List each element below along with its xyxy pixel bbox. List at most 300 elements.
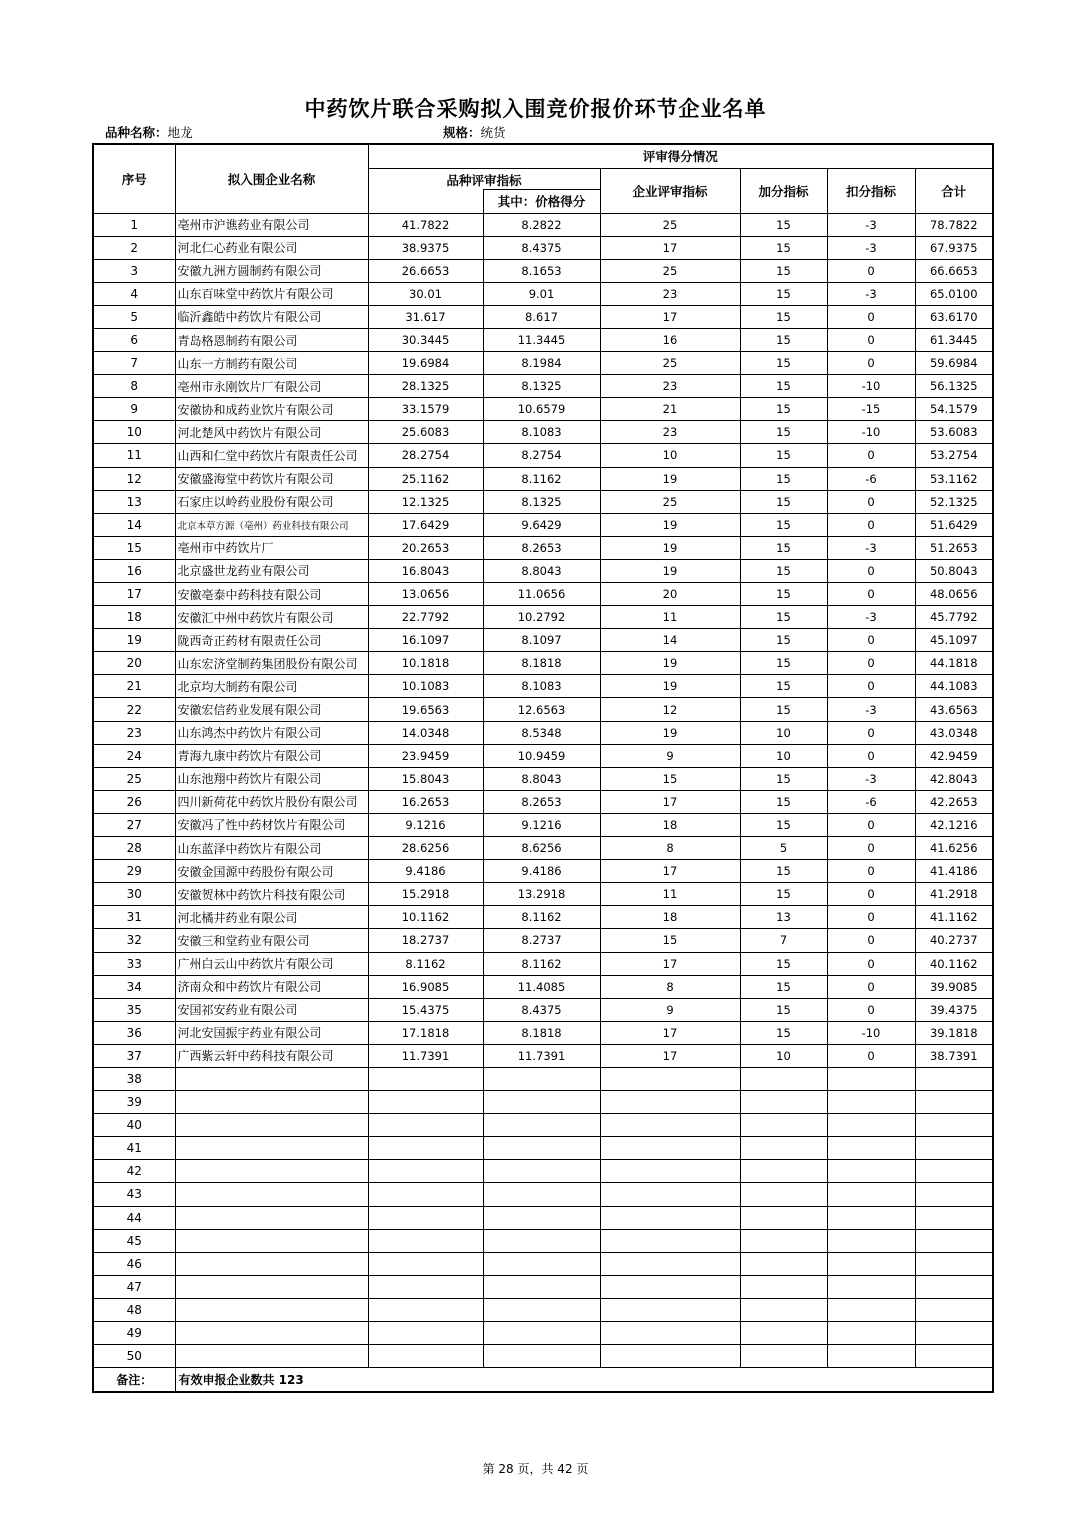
company-name: 济南众和中药饮片有限公司	[175, 975, 368, 998]
row-index: 16	[93, 559, 175, 582]
enterprise-score: 17	[600, 790, 740, 813]
total-score: 41.2918	[915, 883, 993, 906]
variety-score	[368, 1252, 483, 1275]
row-index: 14	[93, 513, 175, 536]
bonus-score: 15	[740, 606, 827, 629]
deduction-score	[827, 1345, 915, 1368]
deduction-score: -3	[827, 282, 915, 305]
row-index: 6	[93, 328, 175, 351]
bonus-score: 15	[740, 559, 827, 582]
row-index: 29	[93, 860, 175, 883]
deduction-score	[827, 1322, 915, 1345]
total-score: 42.2653	[915, 790, 993, 813]
price-score: 11.3445	[483, 328, 600, 351]
table-row	[93, 1229, 993, 1252]
row-index: 21	[93, 675, 175, 698]
total-score: 43.0348	[915, 721, 993, 744]
row-index: 19	[93, 629, 175, 652]
row-index: 13	[93, 490, 175, 513]
deduction-score: -6	[827, 790, 915, 813]
deduction-score: -3	[827, 698, 915, 721]
page-footer: 第 28 页，共 42 页	[482, 1462, 589, 1476]
bonus-score	[740, 1252, 827, 1275]
variety-line	[105, 123, 193, 141]
ranking-table	[92, 143, 994, 1393]
total-score	[915, 1345, 993, 1368]
deduction-score	[827, 1206, 915, 1229]
spec-label: 规格：	[443, 125, 481, 140]
variety-score: 30.01	[368, 282, 483, 305]
company-name	[175, 1091, 368, 1114]
enterprise-score: 19	[600, 536, 740, 559]
row-index: 39	[93, 1091, 175, 1114]
deduction-score: 0	[827, 721, 915, 744]
variety-score	[368, 1206, 483, 1229]
variety-score: 20.2653	[368, 536, 483, 559]
deduction-score: -10	[827, 421, 915, 444]
enterprise-score: 17	[600, 305, 740, 328]
variety-score	[368, 1275, 483, 1298]
table-row	[93, 1322, 993, 1345]
bonus-score: 15	[740, 883, 827, 906]
company-name: 安国祁安药业有限公司	[175, 998, 368, 1021]
enterprise-score: 17	[600, 236, 740, 259]
row-index: 18	[93, 606, 175, 629]
deduction-score	[827, 1160, 915, 1183]
variety-score: 16.8043	[368, 559, 483, 582]
table-row	[93, 513, 993, 536]
deduction-score: 0	[827, 629, 915, 652]
table-row	[93, 282, 993, 305]
table-row	[93, 929, 993, 952]
variety-score: 8.1162	[368, 952, 483, 975]
variety-label: 品种名称：	[105, 125, 168, 140]
enterprise-score: 17	[600, 1044, 740, 1067]
price-score: 9.4186	[483, 860, 600, 883]
company-name: 北京盛世龙药业有限公司	[175, 559, 368, 582]
table-row	[93, 1091, 993, 1114]
variety-score: 10.1818	[368, 652, 483, 675]
table-row	[93, 1206, 993, 1229]
deduction-score	[827, 1137, 915, 1160]
price-score: 8.2653	[483, 536, 600, 559]
enterprise-score: 11	[600, 883, 740, 906]
total-score: 42.8043	[915, 767, 993, 790]
variety-score: 16.2653	[368, 790, 483, 813]
bonus-score	[740, 1067, 827, 1090]
variety-score: 15.4375	[368, 998, 483, 1021]
price-score	[483, 1091, 600, 1114]
deduction-score: -3	[827, 606, 915, 629]
company-name: 安徽盛海堂中药饮片有限公司	[175, 467, 368, 490]
price-score: 9.1216	[483, 813, 600, 836]
enterprise-score: 14	[600, 629, 740, 652]
variety-score: 14.0348	[368, 721, 483, 744]
price-score: 8.1325	[483, 375, 600, 398]
price-score	[483, 1114, 600, 1137]
table-row	[93, 236, 993, 259]
enterprise-score: 23	[600, 421, 740, 444]
company-name: 临沂鑫皓中药饮片有限公司	[175, 305, 368, 328]
enterprise-score: 20	[600, 583, 740, 606]
total-score	[915, 1183, 993, 1206]
total-score	[915, 1114, 993, 1137]
company-name	[175, 1252, 368, 1275]
deduction-score: 0	[827, 259, 915, 282]
variety-score	[368, 1345, 483, 1368]
row-index: 1	[93, 213, 175, 236]
table-row	[93, 583, 993, 606]
row-index: 49	[93, 1322, 175, 1345]
deduction-score: 0	[827, 883, 915, 906]
bonus-score	[740, 1137, 827, 1160]
total-score: 41.6256	[915, 837, 993, 860]
variety-score: 15.2918	[368, 883, 483, 906]
total-score: 40.2737	[915, 929, 993, 952]
deduction-score: 0	[827, 352, 915, 375]
price-score: 8.2822	[483, 213, 600, 236]
variety-score: 17.1818	[368, 1021, 483, 1044]
row-index: 48	[93, 1298, 175, 1321]
variety-score: 25.6083	[368, 421, 483, 444]
bonus-score: 15	[740, 767, 827, 790]
enterprise-score	[600, 1345, 740, 1368]
bonus-score: 15	[740, 513, 827, 536]
row-index: 35	[93, 998, 175, 1021]
price-score	[483, 1183, 600, 1206]
total-score: 54.1579	[915, 398, 993, 421]
deduction-score: -15	[827, 398, 915, 421]
company-name: 青岛格恩制药有限公司	[175, 328, 368, 351]
header-score-group: 评审得分情况	[368, 144, 993, 168]
total-score: 45.7792	[915, 606, 993, 629]
total-score: 39.4375	[915, 998, 993, 1021]
enterprise-score	[600, 1229, 740, 1252]
enterprise-score	[600, 1206, 740, 1229]
enterprise-score: 17	[600, 1021, 740, 1044]
variety-score	[368, 1322, 483, 1345]
bonus-score: 15	[740, 328, 827, 351]
header-enterprise-score: 企业评审指标	[600, 168, 740, 213]
table-row	[93, 1345, 993, 1368]
table-row	[93, 790, 993, 813]
bonus-score	[740, 1206, 827, 1229]
bonus-score: 15	[740, 975, 827, 998]
enterprise-score: 10	[600, 444, 740, 467]
total-score	[915, 1206, 993, 1229]
bonus-score: 13	[740, 906, 827, 929]
price-score	[483, 1252, 600, 1275]
total-score	[915, 1067, 993, 1090]
company-name: 山东一方制药有限公司	[175, 352, 368, 375]
row-index: 11	[93, 444, 175, 467]
total-score: 43.6563	[915, 698, 993, 721]
enterprise-score	[600, 1160, 740, 1183]
company-name	[175, 1298, 368, 1321]
row-index: 43	[93, 1183, 175, 1206]
table-row	[93, 721, 993, 744]
company-name: 山西和仁堂中药饮片有限责任公司	[175, 444, 368, 467]
price-score: 8.2737	[483, 929, 600, 952]
price-score: 8.1653	[483, 259, 600, 282]
company-name: 广西紫云轩中药科技有限公司	[175, 1044, 368, 1067]
enterprise-score: 23	[600, 282, 740, 305]
company-name	[175, 1160, 368, 1183]
enterprise-score: 19	[600, 559, 740, 582]
deduction-score: 0	[827, 328, 915, 351]
row-index: 40	[93, 1114, 175, 1137]
table-row	[93, 767, 993, 790]
price-score: 8.1083	[483, 421, 600, 444]
header-variety-score: 品种评审指标	[368, 168, 600, 189]
row-index: 44	[93, 1206, 175, 1229]
company-name: 亳州市永刚饮片厂有限公司	[175, 375, 368, 398]
bonus-score: 15	[740, 259, 827, 282]
row-index: 46	[93, 1252, 175, 1275]
total-score: 45.1097	[915, 629, 993, 652]
deduction-score: 0	[827, 513, 915, 536]
total-score: 66.6653	[915, 259, 993, 282]
total-score	[915, 1298, 993, 1321]
row-index: 25	[93, 767, 175, 790]
deduction-score: 0	[827, 906, 915, 929]
bonus-score	[740, 1322, 827, 1345]
enterprise-score: 25	[600, 259, 740, 282]
row-index: 33	[93, 952, 175, 975]
row-index: 22	[93, 698, 175, 721]
price-score: 11.7391	[483, 1044, 600, 1067]
enterprise-score: 16	[600, 328, 740, 351]
enterprise-score: 25	[600, 352, 740, 375]
table-row	[93, 952, 993, 975]
enterprise-score: 17	[600, 860, 740, 883]
bonus-score: 15	[740, 490, 827, 513]
row-index: 37	[93, 1044, 175, 1067]
table-row	[93, 1044, 993, 1067]
variety-score: 26.6653	[368, 259, 483, 282]
variety-score: 38.9375	[368, 236, 483, 259]
price-score: 8.1083	[483, 675, 600, 698]
row-index: 8	[93, 375, 175, 398]
enterprise-score: 25	[600, 490, 740, 513]
bonus-score	[740, 1229, 827, 1252]
deduction-score: 0	[827, 1044, 915, 1067]
price-score: 8.1162	[483, 467, 600, 490]
bonus-score: 15	[740, 444, 827, 467]
header-total: 合计	[915, 168, 993, 213]
row-index: 38	[93, 1067, 175, 1090]
variety-score: 19.6563	[368, 698, 483, 721]
row-index: 26	[93, 790, 175, 813]
bonus-score: 10	[740, 744, 827, 767]
header-price-score: 其中：价格得分	[483, 189, 600, 213]
enterprise-score	[600, 1183, 740, 1206]
price-score: 9.01	[483, 282, 600, 305]
row-index: 9	[93, 398, 175, 421]
table-row	[93, 698, 993, 721]
table-row	[93, 559, 993, 582]
price-score	[483, 1137, 600, 1160]
table-row	[93, 1183, 993, 1206]
enterprise-score: 15	[600, 929, 740, 952]
variety-score	[368, 1183, 483, 1206]
table-row	[93, 213, 993, 236]
total-score: 39.9085	[915, 975, 993, 998]
table-row	[93, 536, 993, 559]
total-score: 39.1818	[915, 1021, 993, 1044]
price-score: 8.1325	[483, 490, 600, 513]
header-company: 拟入围企业名称	[175, 144, 368, 213]
price-score: 8.617	[483, 305, 600, 328]
page-title: 中药饮片联合采购拟入围竞价报价环节企业名单	[304, 97, 767, 121]
price-score: 8.1984	[483, 352, 600, 375]
enterprise-score	[600, 1137, 740, 1160]
spec-line	[443, 123, 506, 141]
row-index: 2	[93, 236, 175, 259]
company-name: 河北楚风中药饮片有限公司	[175, 421, 368, 444]
row-index: 24	[93, 744, 175, 767]
enterprise-score: 11	[600, 606, 740, 629]
price-score: 8.1818	[483, 652, 600, 675]
enterprise-score: 9	[600, 744, 740, 767]
deduction-score: 0	[827, 444, 915, 467]
price-score: 8.4375	[483, 236, 600, 259]
price-score: 8.2754	[483, 444, 600, 467]
row-index: 3	[93, 259, 175, 282]
variety-value: 地龙	[167, 125, 193, 140]
variety-score: 18.2737	[368, 929, 483, 952]
enterprise-score: 23	[600, 375, 740, 398]
enterprise-score: 18	[600, 906, 740, 929]
deduction-score	[827, 1252, 915, 1275]
variety-score: 19.6984	[368, 352, 483, 375]
company-name: 陇西奇正药材有限责任公司	[175, 629, 368, 652]
variety-score	[368, 1137, 483, 1160]
price-score: 8.6256	[483, 837, 600, 860]
table-row	[93, 813, 993, 836]
company-name	[175, 1322, 368, 1345]
price-score: 8.2653	[483, 790, 600, 813]
total-score: 53.2754	[915, 444, 993, 467]
enterprise-score	[600, 1091, 740, 1114]
variety-score: 41.7822	[368, 213, 483, 236]
total-score: 42.1216	[915, 813, 993, 836]
company-name: 安徽冯了性中药材饮片有限公司	[175, 813, 368, 836]
company-name: 青海九康中药饮片有限公司	[175, 744, 368, 767]
row-index: 28	[93, 837, 175, 860]
deduction-score	[827, 1091, 915, 1114]
row-index: 4	[93, 282, 175, 305]
bonus-score: 15	[740, 675, 827, 698]
deduction-score	[827, 1275, 915, 1298]
bonus-score: 10	[740, 721, 827, 744]
enterprise-score	[600, 1252, 740, 1275]
deduction-score: 0	[827, 652, 915, 675]
variety-score	[368, 1114, 483, 1137]
deduction-score: -6	[827, 467, 915, 490]
bonus-score: 15	[740, 352, 827, 375]
total-score: 41.4186	[915, 860, 993, 883]
variety-score: 9.4186	[368, 860, 483, 883]
header-index: 序号	[93, 144, 175, 213]
row-index: 17	[93, 583, 175, 606]
row-index: 10	[93, 421, 175, 444]
company-name: 亳州市中药饮片厂	[175, 536, 368, 559]
company-name: 四川新荷花中药饮片股份有限公司	[175, 790, 368, 813]
bonus-score: 15	[740, 213, 827, 236]
deduction-score: 0	[827, 952, 915, 975]
price-score	[483, 1275, 600, 1298]
company-name: 山东宏济堂制药集团股份有限公司	[175, 652, 368, 675]
deduction-score	[827, 1298, 915, 1321]
table-row	[93, 1275, 993, 1298]
row-index: 23	[93, 721, 175, 744]
row-index: 34	[93, 975, 175, 998]
row-index: 41	[93, 1137, 175, 1160]
company-name: 山东百味堂中药饮片有限公司	[175, 282, 368, 305]
total-score: 51.2653	[915, 536, 993, 559]
variety-score: 9.1216	[368, 813, 483, 836]
total-score: 44.1818	[915, 652, 993, 675]
enterprise-score: 19	[600, 675, 740, 698]
company-name	[175, 1275, 368, 1298]
table-row	[93, 328, 993, 351]
total-score: 42.9459	[915, 744, 993, 767]
bonus-score: 15	[740, 698, 827, 721]
price-score	[483, 1298, 600, 1321]
company-name: 山东鸿杰中药饮片有限公司	[175, 721, 368, 744]
price-score: 8.1818	[483, 1021, 600, 1044]
row-index: 20	[93, 652, 175, 675]
table-row	[93, 1114, 993, 1137]
spec-value: 统货	[480, 125, 506, 140]
deduction-score: -10	[827, 375, 915, 398]
enterprise-score: 19	[600, 721, 740, 744]
total-score	[915, 1160, 993, 1183]
price-score: 11.4085	[483, 975, 600, 998]
price-score: 8.8043	[483, 559, 600, 582]
variety-score: 10.1083	[368, 675, 483, 698]
bonus-score: 5	[740, 837, 827, 860]
variety-score: 30.3445	[368, 328, 483, 351]
total-score: 38.7391	[915, 1044, 993, 1067]
bonus-score: 15	[740, 375, 827, 398]
deduction-score: 0	[827, 813, 915, 836]
note-value: 有效申报企业数共 123	[175, 1368, 993, 1393]
table-row	[93, 1252, 993, 1275]
table-row	[93, 675, 993, 698]
enterprise-score	[600, 1298, 740, 1321]
company-name	[175, 1345, 368, 1368]
variety-score: 28.1325	[368, 375, 483, 398]
company-name: 安徽汇中州中药饮片有限公司	[175, 606, 368, 629]
variety-score: 33.1579	[368, 398, 483, 421]
bonus-score	[740, 1183, 827, 1206]
bonus-score: 15	[740, 952, 827, 975]
company-name	[175, 1114, 368, 1137]
enterprise-score: 15	[600, 767, 740, 790]
deduction-score: -3	[827, 767, 915, 790]
enterprise-score: 18	[600, 813, 740, 836]
table-row	[93, 352, 993, 375]
total-score	[915, 1322, 993, 1345]
price-score	[483, 1160, 600, 1183]
variety-score	[368, 1160, 483, 1183]
company-name: 山东池翔中药饮片有限公司	[175, 767, 368, 790]
enterprise-score: 8	[600, 975, 740, 998]
company-name: 安徽亳泰中药科技有限公司	[175, 583, 368, 606]
enterprise-score: 8	[600, 837, 740, 860]
